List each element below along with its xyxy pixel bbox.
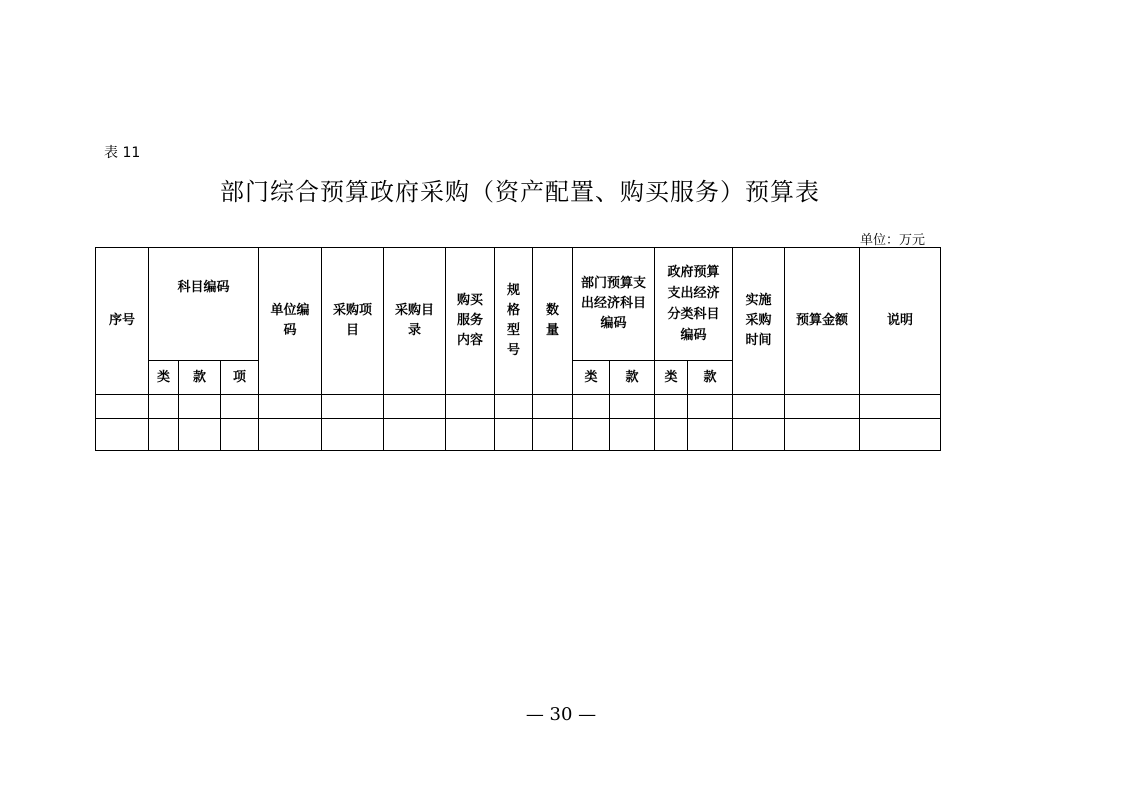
page-number: — 30 — <box>525 704 597 725</box>
table-cell[interactable] <box>322 419 384 451</box>
table-cell[interactable] <box>733 395 785 419</box>
unit-label: 单位：万元 <box>860 233 926 248</box>
table-number: 表 11 <box>104 145 141 161</box>
table-cell[interactable] <box>573 395 610 419</box>
header-quantity: 数量 <box>533 248 573 395</box>
table-cell[interactable] <box>860 395 941 419</box>
header-unit-code: 单位编码 <box>259 248 322 395</box>
header-budget-amount: 预算金额 <box>785 248 860 395</box>
table-cell[interactable] <box>655 419 688 451</box>
header-gov-econ-class: 类 <box>655 361 688 395</box>
table-cell[interactable] <box>149 395 179 419</box>
table-cell[interactable] <box>495 419 533 451</box>
header-service-content: 购买服务内容 <box>446 248 495 395</box>
table-cell[interactable] <box>785 419 860 451</box>
table-cell[interactable] <box>655 395 688 419</box>
header-subject-code: 科目编码 <box>149 248 259 361</box>
table-cell[interactable] <box>533 395 573 419</box>
table-cell[interactable] <box>384 419 446 451</box>
table-cell[interactable] <box>96 395 149 419</box>
header-gov-econ-code: 政府预算支出经济分类科目编码 <box>655 248 733 361</box>
table-cell[interactable] <box>179 419 221 451</box>
table-row <box>96 419 941 451</box>
table-cell[interactable] <box>533 419 573 451</box>
table-cell[interactable] <box>322 395 384 419</box>
table-cell[interactable] <box>610 419 655 451</box>
header-row-1 <box>96 248 941 361</box>
table-cell[interactable] <box>573 419 610 451</box>
table-cell[interactable] <box>259 419 322 451</box>
header-seq: 序号 <box>96 248 149 395</box>
header-specification: 规格型号 <box>495 248 533 395</box>
table-cell[interactable] <box>96 419 149 451</box>
table-cell[interactable] <box>860 419 941 451</box>
header-subject-class: 类 <box>149 361 179 395</box>
page-title: 部门综合预算政府采购（资产配置、购买服务）预算表 <box>220 178 820 206</box>
table-cell[interactable] <box>446 419 495 451</box>
header-remarks: 说明 <box>860 248 941 395</box>
table-cell[interactable] <box>688 419 733 451</box>
header-procurement-item: 采购项目 <box>322 248 384 395</box>
table-cell[interactable] <box>785 395 860 419</box>
table-cell[interactable] <box>733 419 785 451</box>
table-cell[interactable] <box>149 419 179 451</box>
table-row <box>96 395 941 419</box>
header-procurement-catalog: 采购目录 <box>384 248 446 395</box>
table-cell[interactable] <box>179 395 221 419</box>
table-cell[interactable] <box>446 395 495 419</box>
table-cell[interactable] <box>495 395 533 419</box>
header-implement-time: 实施采购时间 <box>733 248 785 395</box>
table-cell[interactable] <box>221 395 259 419</box>
header-subject-section: 款 <box>179 361 221 395</box>
budget-table <box>95 247 941 451</box>
header-dept-econ-section: 款 <box>610 361 655 395</box>
header-subject-item: 项 <box>221 361 259 395</box>
header-gov-econ-section: 款 <box>688 361 733 395</box>
header-dept-econ-code: 部门预算支出经济科目编码 <box>573 248 655 361</box>
table-cell[interactable] <box>610 395 655 419</box>
table-cell[interactable] <box>259 395 322 419</box>
table-cell[interactable] <box>221 419 259 451</box>
table-cell[interactable] <box>688 395 733 419</box>
table-cell[interactable] <box>384 395 446 419</box>
header-dept-econ-class: 类 <box>573 361 610 395</box>
